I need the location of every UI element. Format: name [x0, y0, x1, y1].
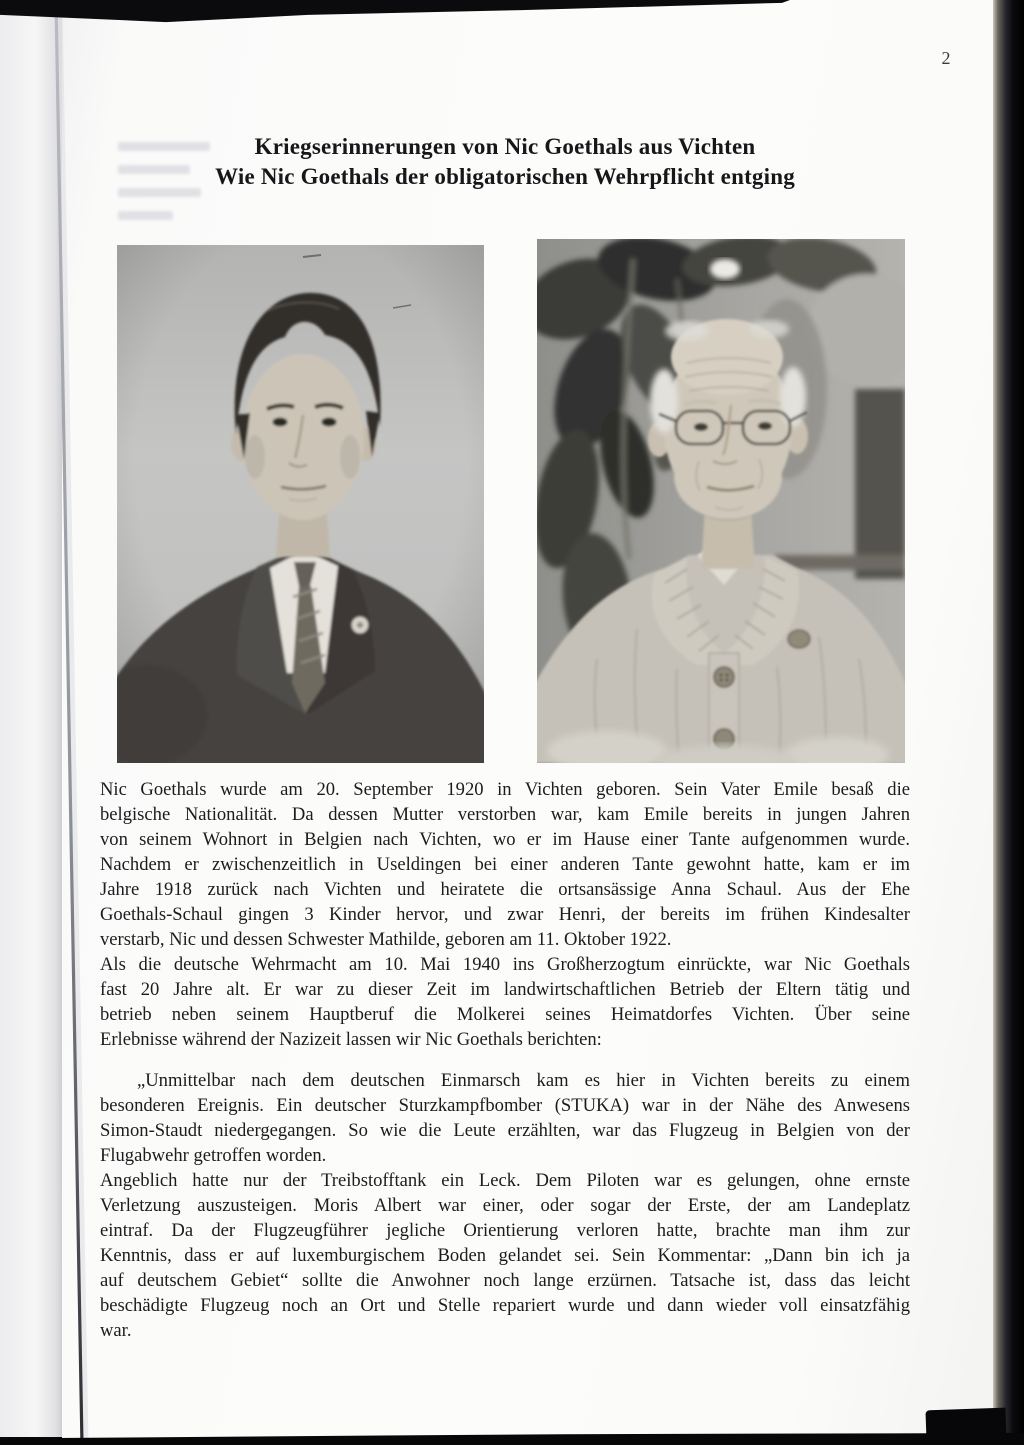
elderly-portrait-illustration — [537, 239, 905, 763]
body-line: Goethals-Schaul gingen 3 Kinder hervor, und zwar Henri, der bereits im frühen Kindesalter — [100, 904, 910, 925]
paragraph — [100, 1168, 910, 1343]
body-line: von seinem Wohnort in Belgien nach Vichten, wo er im Hause einer Tante aufgenommen wurde. — [100, 829, 910, 850]
body-line: Flugabwehr getroffen worden. — [100, 1145, 327, 1166]
body-line: Simon-Staudt niedergegangen. So wie die Leute erzählten, war das Flugzeug in Belgien von der — [100, 1120, 910, 1141]
body-text — [100, 777, 910, 1343]
photo-elderly-nic-goethals — [537, 239, 905, 763]
body-line: Nachdem er zwischenzeitlich in Useldingen bei einer anderen Tante gewohnt hatte, kam er im — [100, 854, 910, 875]
body-line: betrieb neben seinem Hauptberuf die Molkerei seines Heimatdorfes Vichten. Über seine — [100, 1004, 910, 1025]
body-line: Verletzung auszusteigen. Moris Albert war einer, oder sogar der Erste, der am Landeplatz — [100, 1195, 910, 1216]
body-line: Nic Goethals wurde am 20. September 1920 in Vichten geboren. Sein Vater Emile besaß die — [100, 779, 910, 800]
body-line: „Unmittelbar nach dem deutschen Einmarsch kam es hier in Vichten bereits zu einem — [137, 1070, 910, 1091]
body-line: belgische Nationalität. Da dessen Mutter verstorben war, kam Emile bereits in jungen Jahren — [100, 804, 910, 825]
photo-young-nic-goethals — [117, 245, 484, 763]
body-line: Als die deutsche Wehrmacht am 10. Mai 1940 ins Großherzogtum einrückte, war Nic Goethals — [100, 954, 910, 975]
body-line: Kenntnis, dass er auf luxemburgischem Boden gelandet sei. Sein Kommentar: „Dann bin ich ja — [100, 1245, 910, 1266]
title-line-1: Kriegserinnerungen von Nic Goethals aus Vichten — [254, 134, 756, 159]
body-line: besonderen Ereignis. Ein deutscher Sturzkampfbomber (STUKA) war in der Nähe des Anwesens — [100, 1095, 910, 1116]
body-line: Jahre 1918 zurück nach Vichten und heiratete die ortsansässige Anna Schaul. Aus der Ehe — [100, 879, 910, 900]
page-number: 2 — [941, 48, 951, 68]
page-title — [100, 132, 910, 192]
book-spine-shadow — [993, 0, 1024, 1445]
paragraph — [100, 1068, 910, 1168]
body-line: auf deutschem Gebiet“ sollte die Anwohner noch lange erzürnen. Tatsache ist, dass das leicht — [100, 1270, 910, 1291]
title-line-2: Wie Nic Goethals der obligatorischen Wehrpflicht entging — [215, 164, 795, 189]
paragraph — [100, 777, 910, 952]
body-line: fast 20 Jahre alt. Er war zu dieser Zeit im landwirtschaftlichen Betrieb der Eltern tätig und — [100, 979, 910, 1000]
body-line: eintraf. Da der Flugzeugführer jegliche Orientierung verloren hatte, brachte man ihm zur — [100, 1220, 910, 1241]
body-line: war. — [100, 1320, 132, 1341]
body-line: verstarb, Nic und dessen Schwester Mathilde, geboren am 11. Oktober 1922. — [100, 929, 672, 950]
body-line: beschädigte Flugzeug noch an Ort und Stelle repariert wurde und dann wieder voll einsatzfähig — [100, 1295, 910, 1316]
body-line: Erlebnisse während der Nazizeit lassen wir Nic Goethals berichten: — [100, 1029, 602, 1050]
young-portrait-illustration — [117, 245, 484, 763]
paragraph — [100, 952, 910, 1052]
body-line: Angeblich hatte nur der Treibstofftank ein Leck. Dem Piloten war es gelungen, ohne ernste — [100, 1170, 910, 1191]
